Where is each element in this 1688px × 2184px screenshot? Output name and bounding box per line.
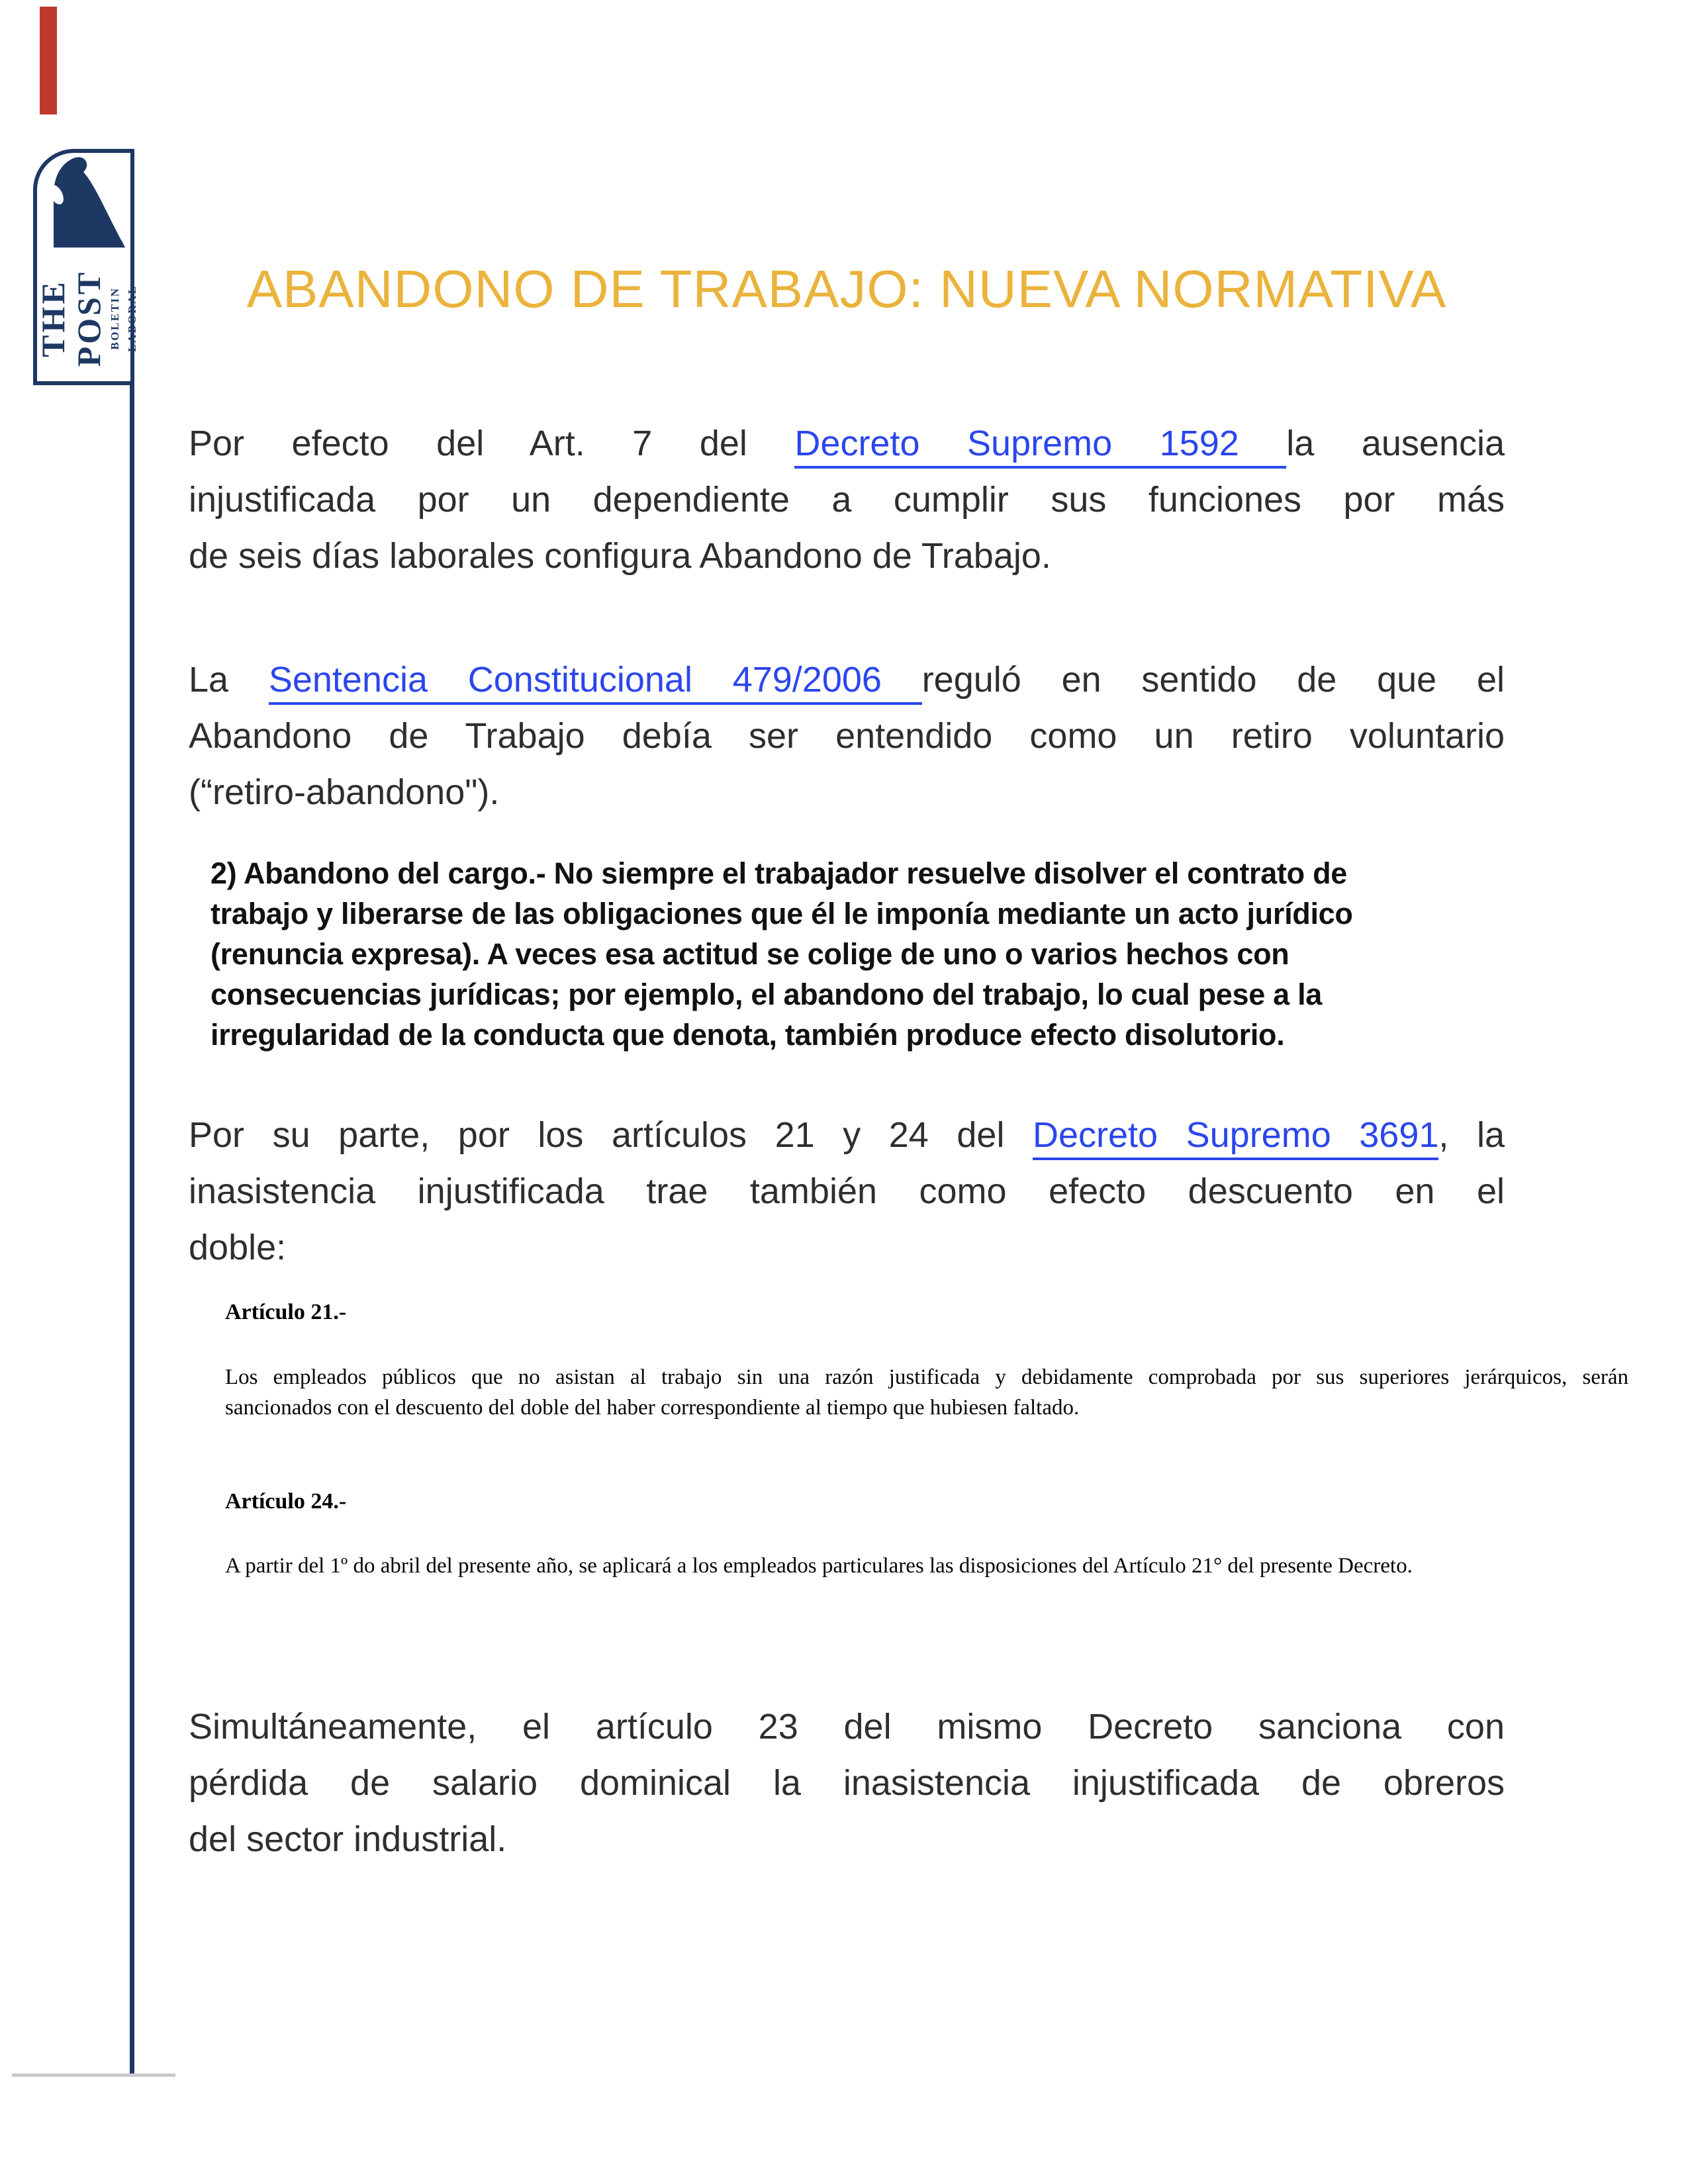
page-title: ABANDONO DE TRABAJO: NUEVA NORMATIVA — [246, 259, 1447, 318]
masthead-line2: POST — [70, 269, 107, 367]
heading-articulo-24: Artículo 24.- — [225, 1489, 347, 1514]
text-line — [189, 416, 1505, 472]
text-segment: injustificada por un dependiente a cumplir sus funciones por más — [189, 480, 1505, 520]
text-line — [225, 1551, 1628, 1581]
text-line — [211, 934, 1582, 974]
masthead-text — [34, 255, 138, 381]
text-line — [189, 472, 1505, 528]
link-decreto-supremo-3691[interactable]: Decreto Supremo 3691 — [1033, 1115, 1438, 1160]
text-segment: del sector industrial. — [189, 1819, 507, 1859]
text-line — [189, 1699, 1505, 1755]
text-segment: , la — [1438, 1115, 1505, 1155]
text-segment: A partir del 1º do abril del presente año, se aplicará a los empleados particulares las disposiciones del Artículo 21° del presente Decreto. — [225, 1554, 1413, 1578]
text-segment: trabajo y liberarse de las obligaciones que él le imponía mediante un acto jurídico — [211, 897, 1353, 931]
text-line — [189, 1107, 1505, 1163]
masthead-subtitle: BOLETIN LABORAL — [109, 285, 138, 352]
excerpt-articulo-21 — [225, 1362, 1628, 1423]
text-line — [189, 1811, 1505, 1868]
text-line — [189, 652, 1505, 708]
text-segment: Simultáneamente, el artículo 23 del mismo Decreto sanciona con — [189, 1707, 1505, 1747]
text-segment: La — [189, 660, 269, 700]
text-line — [211, 853, 1582, 893]
text-segment: Abandono de Trabajo debía ser entendido como un retiro voluntario — [189, 716, 1505, 756]
text-segment: doble: — [189, 1228, 287, 1267]
text-line — [189, 764, 1505, 821]
text-segment: de seis días laborales configura Abandono de Trabajo. — [189, 536, 1051, 576]
paragraph-articulo-23 — [189, 1699, 1505, 1868]
text-segment: (renuncia expresa). A veces esa actitud se colige de uno o varios hechos con — [211, 937, 1289, 971]
masthead-line1: THE — [34, 279, 71, 357]
bottom-gray-rule — [12, 2073, 175, 2077]
text-line — [189, 708, 1505, 764]
text-line — [211, 1015, 1582, 1055]
text-line — [211, 893, 1582, 934]
text-line — [225, 1362, 1628, 1392]
text-segment: la ausencia — [1286, 424, 1505, 463]
paragraph-sentencia-479-2006 — [189, 652, 1505, 821]
red-accent-bar — [40, 7, 57, 114]
dove-icon — [41, 155, 131, 248]
text-segment: Por su parte, por los artículos 21 y 24 del — [189, 1115, 1033, 1155]
paragraph-decreto-3691 — [189, 1107, 1505, 1276]
text-segment: sancionados con el descuento del doble del haber correspondiente al tiempo que hubiesen faltado. — [225, 1396, 1080, 1420]
text-segment: Los empleados públicos que no asistan al trabajo sin una razón justificada y debidamente comprobada por sus superiores jerárquicos, serán — [225, 1365, 1628, 1389]
text-line — [211, 974, 1582, 1015]
paragraph-decreto-1592 — [189, 416, 1505, 584]
excerpt-articulo-24 — [225, 1551, 1628, 1581]
link-decreto-supremo-1592[interactable]: Decreto Supremo 1592 — [794, 424, 1286, 469]
text-segment: (“retiro-abandono"). — [189, 772, 500, 812]
text-segment: pérdida de salario dominical la inasistencia injustificada de obreros — [189, 1763, 1505, 1803]
heading-articulo-21: Artículo 21.- — [225, 1300, 347, 1324]
text-segment: inasistencia injustificada trae también como efecto descuento en el — [189, 1171, 1505, 1211]
left-vertical-rule — [130, 383, 134, 2075]
text-segment: reguló en sentido de que el — [921, 660, 1505, 700]
text-segment: Por efecto del Art. 7 del — [189, 424, 795, 463]
text-segment: irregularidad de la conducta que denota, también produce efecto disolutorio. — [211, 1018, 1285, 1052]
link-sentencia-constitucional-479-2006[interactable]: Sentencia Constitucional 479/2006 — [269, 660, 922, 705]
quoted-excerpt-abandono-del-cargo — [211, 853, 1582, 1055]
text-segment: 2) Abandono del cargo.- No siempre el trabajador resuelve disolver el contrato de — [211, 856, 1347, 890]
text-line — [225, 1392, 1628, 1423]
text-line — [189, 1163, 1505, 1220]
text-line — [189, 528, 1505, 584]
text-segment: consecuencias jurídicas; por ejemplo, el abandono del trabajo, lo cual pese a la — [211, 978, 1323, 1011]
text-line — [189, 1755, 1505, 1811]
text-line — [189, 1220, 1505, 1276]
